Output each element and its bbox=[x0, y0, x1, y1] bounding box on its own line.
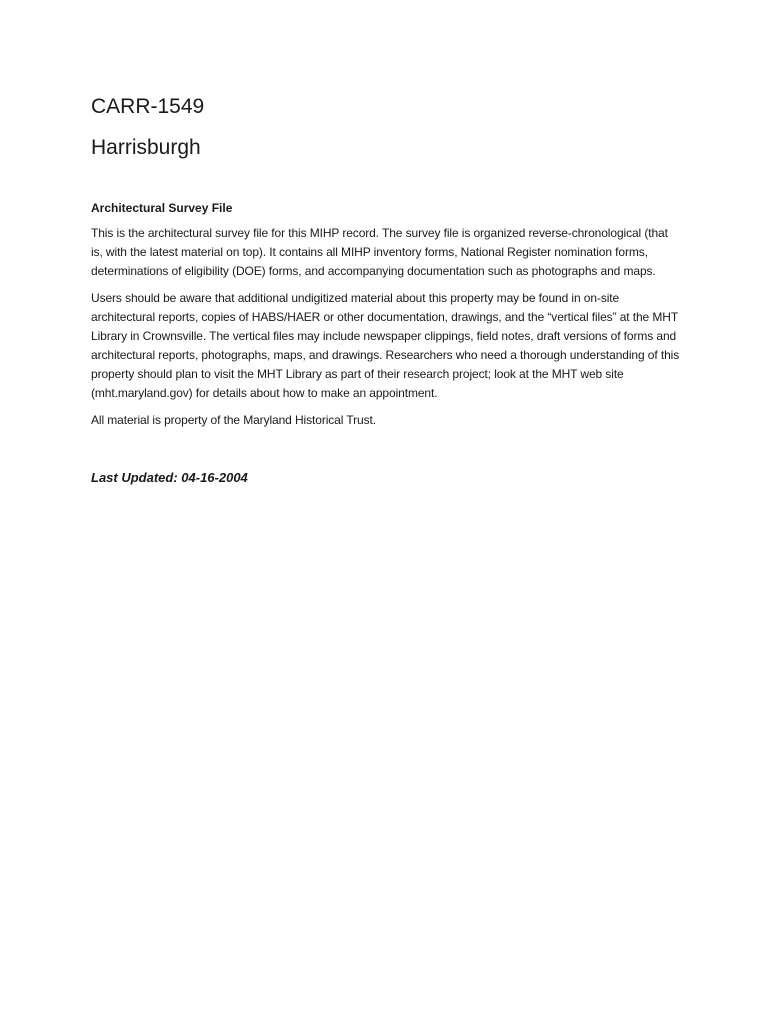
last-updated-label: Last Updated: 04-16-2004 bbox=[91, 470, 248, 485]
section-heading: Architectural Survey File bbox=[91, 201, 233, 215]
document-page bbox=[91, 92, 681, 487]
record-id-title: CARR-1549 bbox=[91, 95, 205, 118]
additional-material-paragraph: Users should be aware that additional undigitized material about this property may be found in on-site architectural reports, copies of HABS/HAER or other documentation, drawings, and the “vertical files” at the MHT Library in Crownsville. The vertical files may include newspaper clippings, field notes, draft versions of forms and architectural reports, photographs, maps, and drawings. Researchers who need a thorough understanding of this property should plan to visit the MHT Library as part of their research project; look at the MHT web site (mht.maryland.gov) for details about how to make an appointment. bbox=[91, 291, 680, 400]
record-name-title: Harrisburgh bbox=[91, 136, 201, 159]
intro-paragraph: This is the architectural survey file for this MIHP record. The survey file is organized reverse-chronological (that is, with the latest material on top). It contains all MIHP inventory forms, National Register nomination forms, determinations of eligibility (DOE) forms, and accompanying documentation such as photographs and maps. bbox=[91, 226, 668, 278]
ownership-paragraph: All material is property of the Maryland Historical Trust. bbox=[91, 413, 376, 427]
